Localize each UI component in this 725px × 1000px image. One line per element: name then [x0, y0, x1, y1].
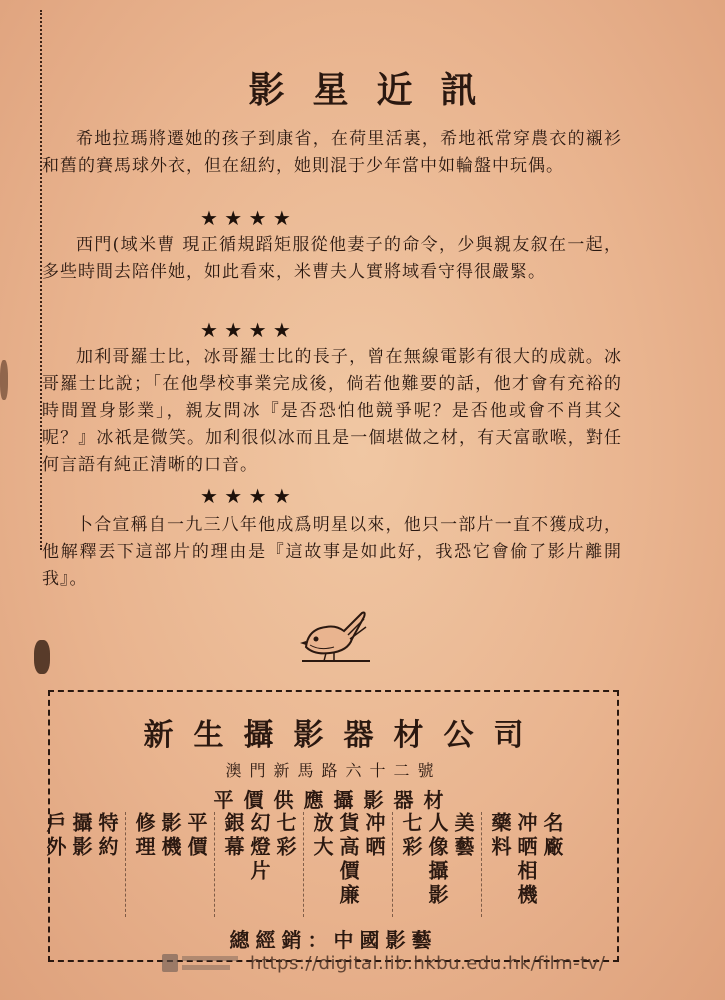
service-column — [215, 812, 304, 917]
paragraph-4: 卜合宣稱自一九三八年他成爲明星以來，他只一部片一直不獲成功，他解釋丟下這部片的理由是『這故事是如此好，我恐它會偷了影片離開我』。 — [42, 515, 622, 589]
star-separator-1: ★ ★ ★ ★ — [200, 206, 291, 230]
ad-company-name: 新生攝影器材公司 — [143, 718, 544, 753]
service-line: 修理 — [132, 812, 156, 860]
service-line: 冲晒相機 — [514, 812, 538, 908]
service-line: 特約 — [95, 812, 119, 860]
ad-distributor: 總經銷：中國影藝 — [229, 928, 438, 952]
bird-illustration — [300, 605, 372, 667]
ad-tagline: 平價供應攝影器材 — [213, 788, 454, 812]
paragraph-3: 加利哥羅士比，冰哥羅士比的長子，曾在無線電影有很大的成就。冰哥羅士比說；「在他學校事業完成後，倘若他難要的話，他才會有充裕的時間置身影業」，親友問冰『是否恐怕他競爭呢？是否他或會不肖其父呢？』冰祇是微笑。加利很似冰而且是一個堪做之材，有天富歌喉，對任何言語有純正清晰的口音。 — [42, 347, 622, 475]
service-line: 戶外 — [43, 812, 67, 860]
advertisement-box — [43, 690, 619, 962]
service-line: 攝影 — [69, 812, 93, 860]
service-column — [304, 812, 393, 917]
library-logo-icon — [160, 951, 240, 975]
ad-address: 澳門新馬路六十二號 — [225, 761, 442, 780]
service-line: 冲晒 — [362, 812, 386, 860]
edge-stain — [0, 360, 8, 400]
service-column — [393, 812, 482, 917]
star-separator-3: ★ ★ ★ ★ — [200, 484, 291, 508]
service-line: 平價 — [184, 812, 208, 860]
service-line: 藥料 — [488, 812, 512, 860]
service-column — [482, 812, 570, 917]
service-line: 貨高價廉 — [336, 812, 360, 908]
service-column — [37, 812, 126, 917]
star-separator-2: ★ ★ ★ ★ — [200, 318, 291, 342]
paragraph-2: 西門(域米曹 現正循規蹈矩服從他妻子的命令，少與親友叙在一起，多些時間去陪伴她，如此看來，米曹夫人實將域看守得很嚴緊。 — [42, 235, 622, 282]
service-line: 名廠 — [540, 812, 564, 860]
watermark-url[interactable]: https://digital.lib.hkbu.edu.hk/film-tv/ — [250, 952, 606, 974]
service-line: 幻燈片 — [247, 812, 271, 884]
service-line: 美藝 — [451, 812, 475, 860]
service-line: 銀幕 — [221, 812, 245, 860]
service-line: 人像攝影 — [425, 812, 449, 908]
service-line: 影機 — [158, 812, 182, 860]
ad-service-columns — [43, 812, 570, 917]
paragraph-1: 希地拉瑪將遷她的孩子到康省，在荷里活裏，希地祇常穿農衣的襯衫和舊的賽馬球外衣，但在紐約，她則混于少年當中如輪盤中玩偶。 — [42, 129, 622, 176]
service-line: 七彩 — [273, 812, 297, 860]
service-line: 放大 — [310, 812, 334, 860]
service-line: 七彩 — [399, 812, 423, 860]
service-column — [126, 812, 215, 917]
article-title: 影星近訊 — [248, 69, 505, 111]
ink-stain — [34, 640, 50, 674]
watermark — [160, 948, 605, 978]
